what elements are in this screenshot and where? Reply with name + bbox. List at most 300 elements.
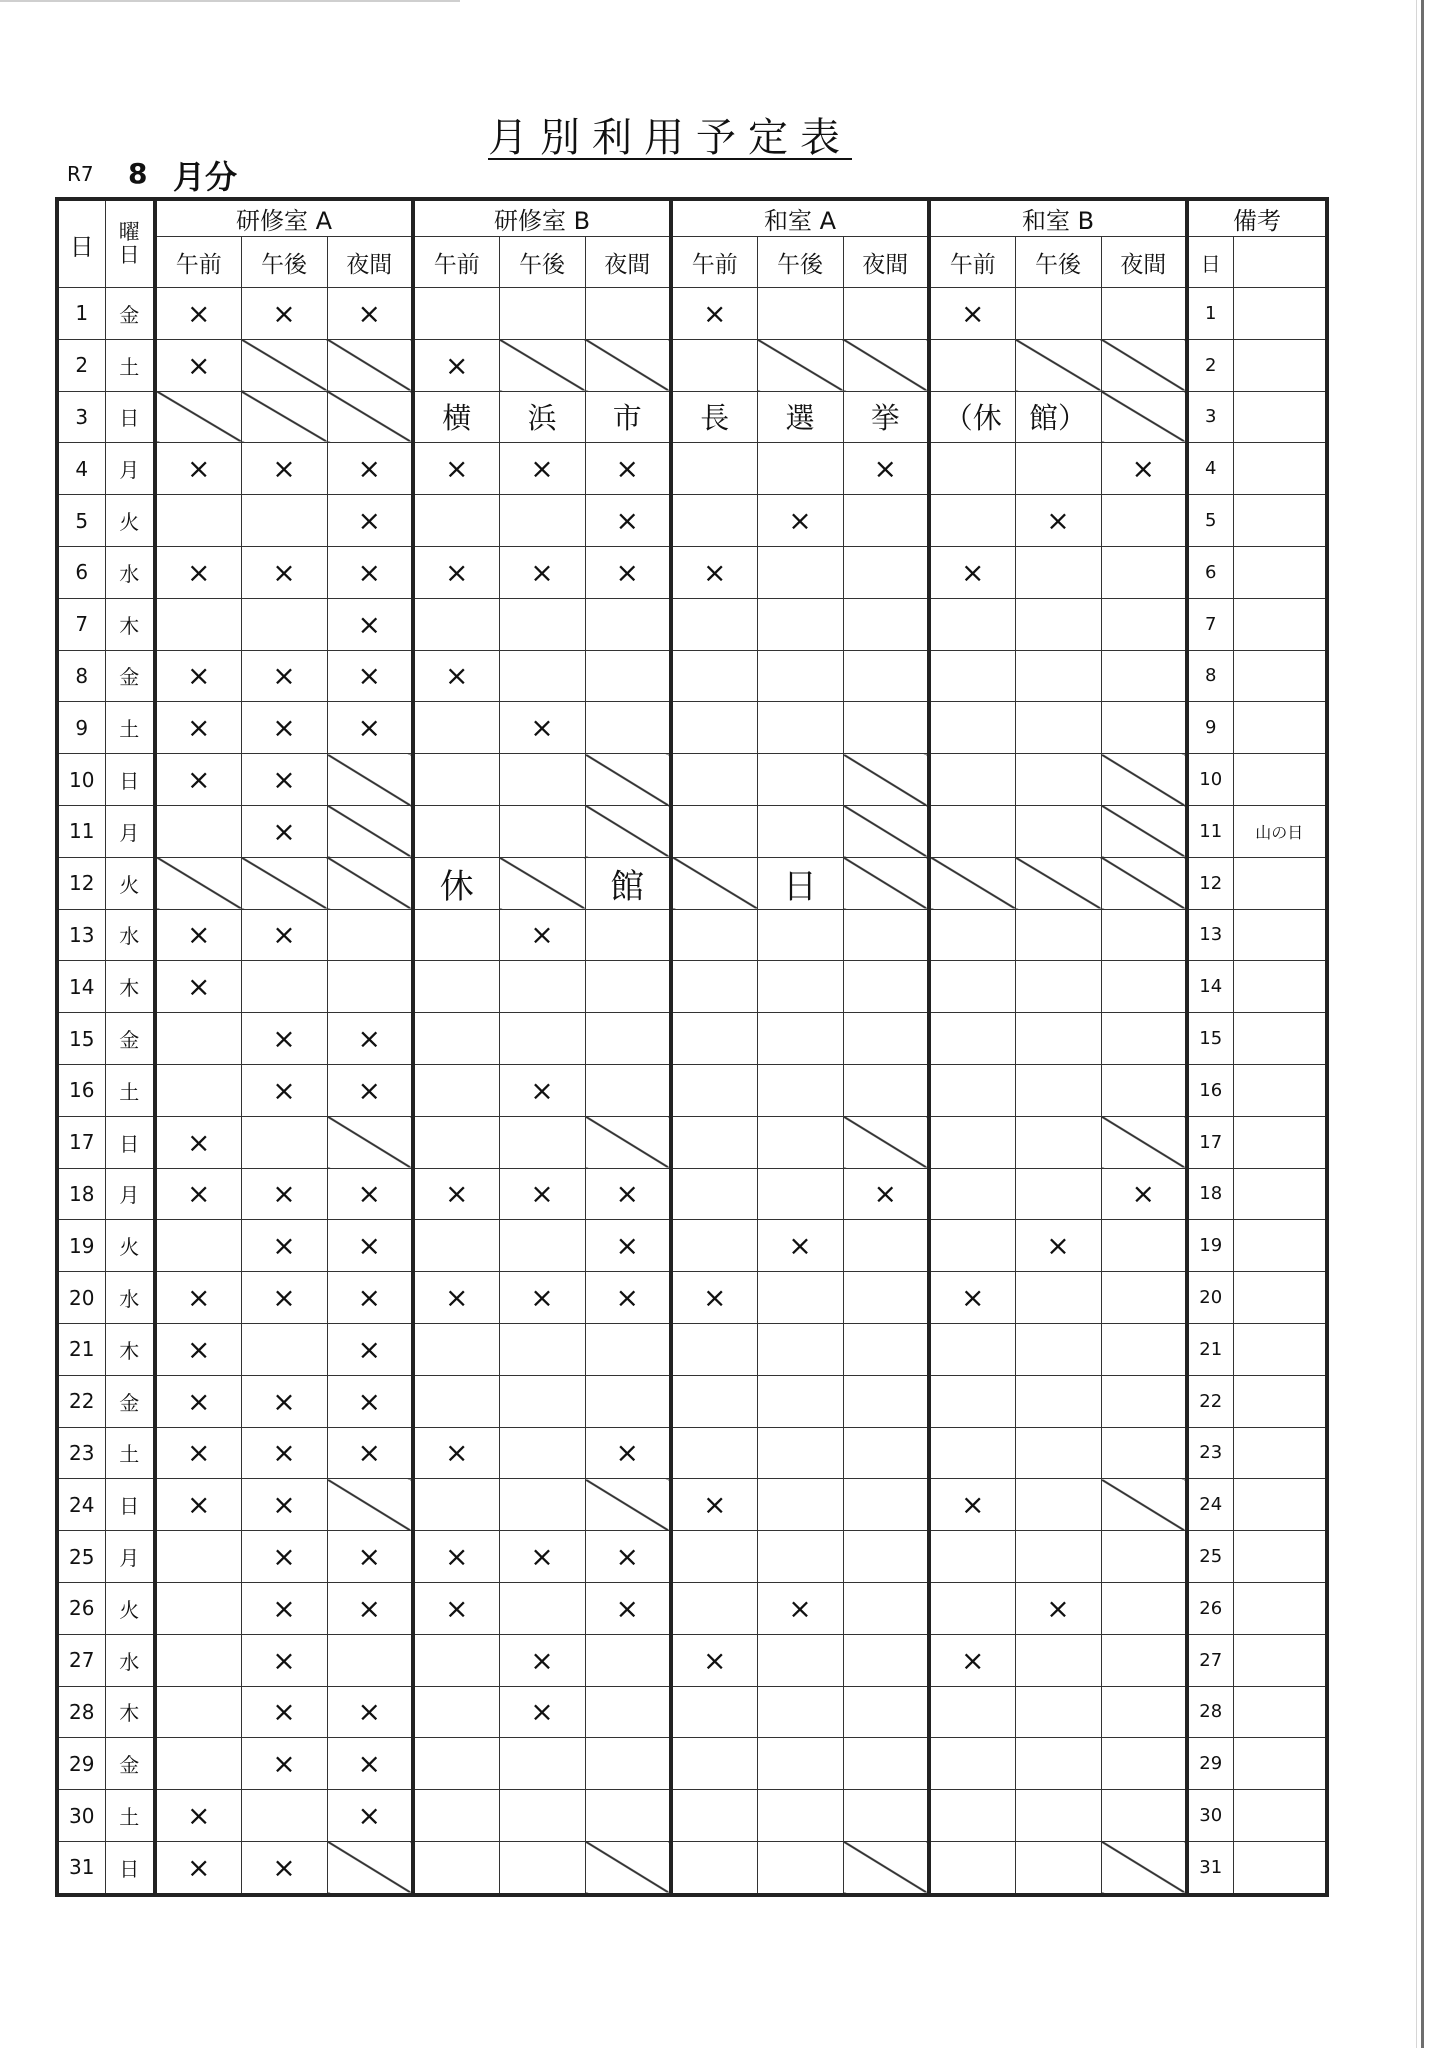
empty-slot xyxy=(499,1427,585,1479)
table-row xyxy=(57,546,1327,598)
header-slot-am: 午前 xyxy=(671,237,757,288)
remarks-note xyxy=(1233,909,1327,961)
document-title: 月別利用予定表 xyxy=(488,115,852,161)
booked-mark: × xyxy=(1015,1220,1101,1272)
empty-slot xyxy=(671,650,757,702)
empty-slot xyxy=(757,1427,843,1479)
empty-slot xyxy=(929,1790,1015,1842)
empty-slot xyxy=(757,1634,843,1686)
empty-slot xyxy=(843,1064,929,1116)
empty-slot xyxy=(757,650,843,702)
booked-mark: × xyxy=(155,909,241,961)
empty-slot xyxy=(585,1686,671,1738)
booked-mark: × xyxy=(585,1220,671,1272)
empty-slot xyxy=(929,1427,1015,1479)
unavailable-slash xyxy=(585,339,671,391)
booked-mark: × xyxy=(241,1375,327,1427)
empty-slot xyxy=(585,961,671,1013)
empty-slot xyxy=(843,961,929,1013)
booked-mark: × xyxy=(929,288,1015,340)
booked-mark: × xyxy=(327,443,413,495)
empty-slot xyxy=(1015,1427,1101,1479)
booked-mark: × xyxy=(155,702,241,754)
header-weekday: 曜日 xyxy=(105,199,155,288)
empty-slot xyxy=(671,961,757,1013)
unavailable-slash xyxy=(585,805,671,857)
empty-slot xyxy=(929,443,1015,495)
empty-slot xyxy=(757,702,843,754)
weekday-cell: 木 xyxy=(105,961,155,1013)
empty-slot xyxy=(671,339,757,391)
booked-mark: × xyxy=(499,1272,585,1324)
empty-slot xyxy=(1101,1686,1187,1738)
empty-slot xyxy=(671,495,757,547)
empty-slot xyxy=(929,1375,1015,1427)
empty-slot xyxy=(1015,1064,1101,1116)
empty-slot xyxy=(1015,598,1101,650)
remarks-day-cell: 14 xyxy=(1187,961,1233,1013)
booked-mark: × xyxy=(671,1272,757,1324)
unavailable-slash xyxy=(327,1116,413,1168)
unavailable-slash xyxy=(241,339,327,391)
empty-slot xyxy=(155,1064,241,1116)
booked-mark: × xyxy=(671,1479,757,1531)
empty-slot xyxy=(929,1168,1015,1220)
booked-mark: × xyxy=(241,546,327,598)
booked-mark: × xyxy=(585,495,671,547)
booked-mark: × xyxy=(155,1479,241,1531)
empty-slot xyxy=(843,1531,929,1583)
empty-slot xyxy=(1101,495,1187,547)
unavailable-slash xyxy=(327,805,413,857)
header-room-washitsu-a: 和室 A xyxy=(671,199,929,237)
weekday-cell: 土 xyxy=(105,339,155,391)
day-cell: 18 xyxy=(57,1168,105,1220)
empty-slot xyxy=(585,1790,671,1842)
booked-mark: × xyxy=(499,546,585,598)
empty-slot xyxy=(1101,1220,1187,1272)
empty-slot xyxy=(671,1582,757,1634)
booked-mark: × xyxy=(843,443,929,495)
weekday-cell: 金 xyxy=(105,1013,155,1065)
empty-slot xyxy=(241,495,327,547)
weekday-cell: 土 xyxy=(105,1064,155,1116)
booked-mark: × xyxy=(241,1220,327,1272)
header-slot-night: 夜間 xyxy=(1101,237,1187,288)
remarks-note xyxy=(1233,1013,1327,1065)
empty-slot xyxy=(241,1323,327,1375)
booked-mark: × xyxy=(241,702,327,754)
empty-slot xyxy=(843,1582,929,1634)
booked-mark: × xyxy=(155,339,241,391)
booked-mark: × xyxy=(241,805,327,857)
empty-slot xyxy=(757,1738,843,1790)
empty-slot xyxy=(155,1582,241,1634)
weekday-cell: 土 xyxy=(105,702,155,754)
empty-slot xyxy=(1015,1686,1101,1738)
booked-mark: × xyxy=(155,754,241,806)
closure-text: 休 xyxy=(413,857,499,909)
unavailable-slash xyxy=(327,1841,413,1894)
empty-slot xyxy=(1101,1272,1187,1324)
weekday-cell: 日 xyxy=(105,754,155,806)
empty-slot xyxy=(1101,961,1187,1013)
remarks-day-cell: 2 xyxy=(1187,339,1233,391)
empty-slot xyxy=(413,1479,499,1531)
day-cell: 31 xyxy=(57,1841,105,1894)
remarks-note xyxy=(1233,598,1327,650)
weekday-cell: 火 xyxy=(105,1582,155,1634)
empty-slot xyxy=(413,909,499,961)
empty-slot xyxy=(1015,1168,1101,1220)
header-remarks: 備考 xyxy=(1187,199,1327,237)
remarks-note xyxy=(1233,1531,1327,1583)
remarks-day-cell: 26 xyxy=(1187,1582,1233,1634)
unavailable-slash xyxy=(671,857,757,909)
empty-slot xyxy=(499,598,585,650)
empty-slot xyxy=(757,1375,843,1427)
empty-slot xyxy=(671,443,757,495)
empty-slot xyxy=(499,1479,585,1531)
remarks-day-cell: 6 xyxy=(1187,546,1233,598)
empty-slot xyxy=(413,1738,499,1790)
empty-slot xyxy=(671,1686,757,1738)
unavailable-slash xyxy=(327,1479,413,1531)
table-row xyxy=(57,1375,1327,1427)
day-cell: 2 xyxy=(57,339,105,391)
empty-slot xyxy=(929,1582,1015,1634)
remarks-day-cell: 23 xyxy=(1187,1427,1233,1479)
remarks-note xyxy=(1233,857,1327,909)
remarks-day-cell: 5 xyxy=(1187,495,1233,547)
empty-slot xyxy=(413,288,499,340)
empty-slot xyxy=(1101,1013,1187,1065)
booked-mark: × xyxy=(241,1427,327,1479)
remarks-note xyxy=(1233,1168,1327,1220)
booked-mark: × xyxy=(929,1634,1015,1686)
table-row xyxy=(57,650,1327,702)
empty-slot xyxy=(499,1582,585,1634)
empty-slot xyxy=(155,495,241,547)
table-row xyxy=(57,1686,1327,1738)
empty-slot xyxy=(671,598,757,650)
empty-slot xyxy=(671,1323,757,1375)
empty-slot xyxy=(843,702,929,754)
empty-slot xyxy=(585,1323,671,1375)
remarks-note xyxy=(1233,961,1327,1013)
weekday-cell: 水 xyxy=(105,546,155,598)
empty-slot xyxy=(155,1220,241,1272)
unavailable-slash xyxy=(1015,339,1101,391)
empty-slot xyxy=(499,961,585,1013)
booked-mark: × xyxy=(327,1686,413,1738)
empty-slot xyxy=(413,1686,499,1738)
empty-slot xyxy=(757,1168,843,1220)
header-slot-am: 午前 xyxy=(929,237,1015,288)
empty-slot xyxy=(241,1790,327,1842)
header-room-kenshu-a: 研修室 A xyxy=(155,199,413,237)
booked-mark: × xyxy=(585,546,671,598)
table-row xyxy=(57,1323,1327,1375)
booked-mark: × xyxy=(241,650,327,702)
empty-slot xyxy=(757,1323,843,1375)
day-cell: 19 xyxy=(57,1220,105,1272)
table-row xyxy=(57,339,1327,391)
weekday-cell: 月 xyxy=(105,1168,155,1220)
empty-slot xyxy=(671,1168,757,1220)
booked-mark: × xyxy=(1015,495,1101,547)
empty-slot xyxy=(1101,1582,1187,1634)
empty-slot xyxy=(843,1634,929,1686)
table-row xyxy=(57,961,1327,1013)
remarks-note xyxy=(1233,1634,1327,1686)
booked-mark: × xyxy=(327,546,413,598)
empty-slot xyxy=(1101,1064,1187,1116)
booked-mark: × xyxy=(1015,1582,1101,1634)
empty-slot xyxy=(843,1790,929,1842)
remarks-day-cell: 31 xyxy=(1187,1841,1233,1894)
empty-slot xyxy=(671,805,757,857)
remarks-day-cell: 13 xyxy=(1187,909,1233,961)
empty-slot xyxy=(499,1116,585,1168)
booked-mark: × xyxy=(585,1168,671,1220)
empty-slot xyxy=(499,288,585,340)
empty-slot xyxy=(1101,909,1187,961)
day-cell: 26 xyxy=(57,1582,105,1634)
remarks-day-cell: 10 xyxy=(1187,754,1233,806)
header-slot-am: 午前 xyxy=(155,237,241,288)
unavailable-slash xyxy=(1101,805,1187,857)
empty-slot xyxy=(1015,546,1101,598)
weekday-cell: 日 xyxy=(105,391,155,443)
day-cell: 20 xyxy=(57,1272,105,1324)
booked-mark: × xyxy=(671,1634,757,1686)
empty-slot xyxy=(929,702,1015,754)
unavailable-slash xyxy=(843,857,929,909)
day-cell: 30 xyxy=(57,1790,105,1842)
empty-slot xyxy=(499,805,585,857)
remarks-day-cell: 20 xyxy=(1187,1272,1233,1324)
closure-text: 館 xyxy=(585,857,671,909)
day-cell: 3 xyxy=(57,391,105,443)
day-cell: 9 xyxy=(57,702,105,754)
empty-slot xyxy=(413,1220,499,1272)
booked-mark: × xyxy=(1101,443,1187,495)
booked-mark: × xyxy=(757,1582,843,1634)
unavailable-slash xyxy=(499,339,585,391)
remarks-day-cell: 9 xyxy=(1187,702,1233,754)
weekday-cell: 水 xyxy=(105,1634,155,1686)
empty-slot xyxy=(757,1013,843,1065)
empty-slot xyxy=(1015,1531,1101,1583)
remarks-note xyxy=(1233,391,1327,443)
weekday-cell: 木 xyxy=(105,1686,155,1738)
empty-slot xyxy=(499,1790,585,1842)
empty-slot xyxy=(413,495,499,547)
booked-mark: × xyxy=(413,546,499,598)
remarks-note xyxy=(1233,495,1327,547)
empty-slot xyxy=(499,1013,585,1065)
remarks-note: 山の日 xyxy=(1233,805,1327,857)
month-number: 8 xyxy=(128,157,148,190)
empty-slot xyxy=(757,288,843,340)
empty-slot xyxy=(155,805,241,857)
unavailable-slash xyxy=(843,1841,929,1894)
empty-slot xyxy=(757,1531,843,1583)
empty-slot xyxy=(671,1013,757,1065)
empty-slot xyxy=(757,754,843,806)
booked-mark: × xyxy=(241,443,327,495)
day-cell: 10 xyxy=(57,754,105,806)
header-slot-am: 午前 xyxy=(413,237,499,288)
day-cell: 25 xyxy=(57,1531,105,1583)
empty-slot xyxy=(929,495,1015,547)
remarks-note xyxy=(1233,1686,1327,1738)
empty-slot xyxy=(671,1116,757,1168)
table-body xyxy=(57,288,1327,1895)
empty-slot xyxy=(413,754,499,806)
booked-mark: × xyxy=(499,702,585,754)
table-row xyxy=(57,1582,1327,1634)
empty-slot xyxy=(843,1013,929,1065)
empty-slot xyxy=(413,702,499,754)
remarks-day-cell: 25 xyxy=(1187,1531,1233,1583)
empty-slot xyxy=(929,1220,1015,1272)
remarks-note xyxy=(1233,1375,1327,1427)
booked-mark: × xyxy=(327,1013,413,1065)
table-row xyxy=(57,1738,1327,1790)
unavailable-slash xyxy=(1101,391,1187,443)
empty-slot xyxy=(929,1323,1015,1375)
empty-slot xyxy=(155,1013,241,1065)
booked-mark: × xyxy=(155,1168,241,1220)
unavailable-slash xyxy=(1101,754,1187,806)
weekday-cell: 日 xyxy=(105,1479,155,1531)
day-cell: 7 xyxy=(57,598,105,650)
day-cell: 8 xyxy=(57,650,105,702)
empty-slot xyxy=(1015,650,1101,702)
empty-slot xyxy=(671,754,757,806)
empty-slot xyxy=(929,1841,1015,1894)
booked-mark: × xyxy=(413,1272,499,1324)
empty-slot xyxy=(671,702,757,754)
day-cell: 15 xyxy=(57,1013,105,1065)
closure-text: 横 xyxy=(413,391,499,443)
header-slot-night: 夜間 xyxy=(327,237,413,288)
empty-slot xyxy=(843,495,929,547)
booked-mark: × xyxy=(327,1427,413,1479)
booked-mark: × xyxy=(499,1168,585,1220)
empty-slot xyxy=(929,598,1015,650)
closure-text: 挙 xyxy=(843,391,929,443)
empty-slot xyxy=(929,1531,1015,1583)
weekday-cell: 月 xyxy=(105,443,155,495)
booked-mark: × xyxy=(413,1582,499,1634)
table-row xyxy=(57,1168,1327,1220)
table-row xyxy=(57,1427,1327,1479)
booked-mark: × xyxy=(155,961,241,1013)
empty-slot xyxy=(1015,1013,1101,1065)
closure-text: 浜 xyxy=(499,391,585,443)
empty-slot xyxy=(671,1531,757,1583)
remarks-note xyxy=(1233,546,1327,598)
empty-slot xyxy=(929,1064,1015,1116)
booked-mark: × xyxy=(241,1272,327,1324)
table-row xyxy=(57,1841,1327,1894)
booked-mark: × xyxy=(327,1375,413,1427)
empty-slot xyxy=(671,1738,757,1790)
empty-slot xyxy=(1101,650,1187,702)
closure-text: 選 xyxy=(757,391,843,443)
empty-slot xyxy=(757,1064,843,1116)
booked-mark: × xyxy=(155,1323,241,1375)
empty-slot xyxy=(671,1220,757,1272)
empty-slot xyxy=(757,1841,843,1894)
table-row xyxy=(57,1220,1327,1272)
empty-slot xyxy=(499,1841,585,1894)
empty-slot xyxy=(1101,598,1187,650)
booked-mark: × xyxy=(327,1790,413,1842)
empty-slot xyxy=(757,1790,843,1842)
remarks-day-cell: 27 xyxy=(1187,1634,1233,1686)
empty-slot xyxy=(843,1272,929,1324)
remarks-note xyxy=(1233,1582,1327,1634)
booked-mark: × xyxy=(499,1064,585,1116)
empty-slot xyxy=(413,1323,499,1375)
unavailable-slash xyxy=(327,857,413,909)
unavailable-slash xyxy=(1101,1479,1187,1531)
booked-mark: × xyxy=(327,650,413,702)
empty-slot xyxy=(1015,961,1101,1013)
booked-mark: × xyxy=(241,1634,327,1686)
day-cell: 6 xyxy=(57,546,105,598)
empty-slot xyxy=(843,1738,929,1790)
booked-mark: × xyxy=(327,288,413,340)
booked-mark: × xyxy=(241,288,327,340)
empty-slot xyxy=(585,650,671,702)
day-cell: 12 xyxy=(57,857,105,909)
unavailable-slash xyxy=(155,857,241,909)
weekday-cell: 金 xyxy=(105,1375,155,1427)
empty-slot xyxy=(843,1427,929,1479)
remarks-note xyxy=(1233,1479,1327,1531)
header-room-washitsu-b: 和室 B xyxy=(929,199,1187,237)
day-cell: 13 xyxy=(57,909,105,961)
booked-mark: × xyxy=(929,1272,1015,1324)
booked-mark: × xyxy=(929,546,1015,598)
header-remarks-day: 日 xyxy=(1187,237,1233,288)
unavailable-slash xyxy=(241,857,327,909)
remarks-day-cell: 8 xyxy=(1187,650,1233,702)
empty-slot xyxy=(585,1634,671,1686)
empty-slot xyxy=(757,1686,843,1738)
remarks-day-cell: 4 xyxy=(1187,443,1233,495)
booked-mark: × xyxy=(327,495,413,547)
empty-slot xyxy=(671,1790,757,1842)
table-row xyxy=(57,1634,1327,1686)
booked-mark: × xyxy=(929,1479,1015,1531)
empty-slot xyxy=(585,1375,671,1427)
booked-mark: × xyxy=(155,1841,241,1894)
empty-slot xyxy=(241,598,327,650)
remarks-note xyxy=(1233,754,1327,806)
empty-slot xyxy=(757,546,843,598)
empty-slot xyxy=(757,961,843,1013)
empty-slot xyxy=(757,1479,843,1531)
booked-mark: × xyxy=(757,495,843,547)
weekday-cell: 月 xyxy=(105,1531,155,1583)
empty-slot xyxy=(155,1738,241,1790)
